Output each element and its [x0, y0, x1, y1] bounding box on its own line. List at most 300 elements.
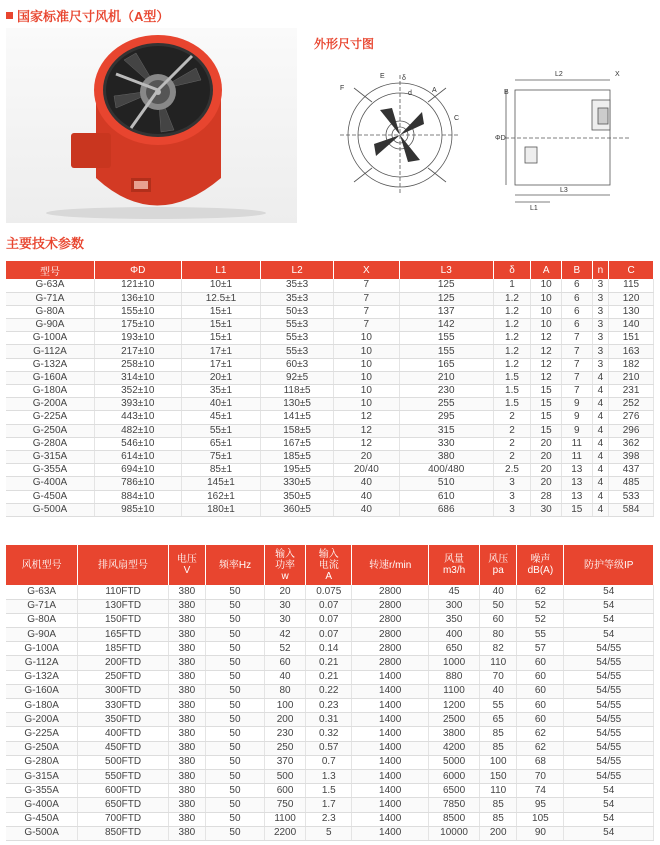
table-cell: 165FTD	[78, 628, 168, 642]
table-cell: 2.5	[493, 464, 531, 477]
table-cell: 50	[206, 798, 265, 812]
table-cell: 485	[609, 477, 654, 490]
table-cell: 2200	[264, 826, 305, 840]
table-row	[6, 599, 654, 613]
table-cell: 380	[168, 656, 205, 670]
table-cell: 50	[206, 769, 265, 783]
table-cell: 1400	[352, 713, 429, 727]
table-cell: 13	[561, 464, 592, 477]
table-cell: 0.57	[306, 741, 352, 755]
table-cell: 30	[264, 613, 305, 627]
table-cell: 52	[517, 613, 564, 627]
table-cell: 50	[206, 727, 265, 741]
table-cell: 0.7	[306, 755, 352, 769]
table-cell: 315	[399, 424, 493, 437]
table-cell: 115	[609, 279, 654, 292]
table-cell: 4	[592, 424, 609, 437]
table-cell: 54	[564, 812, 654, 826]
table-cell: 5000	[429, 755, 480, 769]
table-cell: 1.2	[493, 345, 531, 358]
table-cell: 2	[493, 411, 531, 424]
column-header: δ	[493, 261, 531, 279]
table-row	[6, 490, 654, 503]
column-header: ΦD	[94, 261, 181, 279]
table-cell: 12	[531, 332, 562, 345]
table-cell: 80	[264, 684, 305, 698]
page-title: 国家标准尺寸风机（A型）	[17, 8, 170, 24]
table-cell: 0.14	[306, 642, 352, 656]
table-cell: 130FTD	[78, 599, 168, 613]
table-cell: 450FTD	[78, 741, 168, 755]
table-cell: 2800	[352, 656, 429, 670]
table-cell: 140	[609, 319, 654, 332]
table-cell: 54	[564, 585, 654, 599]
table-cell: 1400	[352, 798, 429, 812]
table-cell: 380	[168, 585, 205, 599]
table-cell: 10	[333, 385, 399, 398]
table-cell: 125	[399, 279, 493, 292]
column-header: 风量 m3/h	[429, 545, 480, 585]
table-cell: 686	[399, 503, 493, 516]
table-cell: 1100	[264, 812, 305, 826]
table-cell: 54	[564, 628, 654, 642]
table-cell: 13	[561, 490, 592, 503]
table-cell: 40	[333, 503, 399, 516]
dim-label-f: F	[340, 85, 345, 92]
table-cell: 4	[592, 385, 609, 398]
spec-section-title: 主要技术参数	[6, 236, 85, 251]
table-cell: 55	[517, 628, 564, 642]
table-cell: 330±5	[261, 477, 334, 490]
table-row	[6, 826, 654, 840]
table-cell: 1400	[352, 699, 429, 713]
table-cell: 100	[480, 755, 517, 769]
table-row	[6, 670, 654, 684]
table-cell: G-355A	[6, 784, 78, 798]
table-row	[6, 585, 654, 599]
column-header: A	[531, 261, 562, 279]
table-cell: 1.2	[493, 332, 531, 345]
table-cell: 380	[168, 599, 205, 613]
table-cell: 9	[561, 424, 592, 437]
table-row	[6, 503, 654, 516]
bullet-square-icon	[6, 12, 13, 19]
table-cell: 15±1	[181, 305, 261, 318]
table-cell: G-450A	[6, 490, 94, 503]
table-cell: 350FTD	[78, 713, 168, 727]
table-cell: 400	[429, 628, 480, 642]
table-cell: 121±10	[94, 279, 181, 292]
table-cell: 380	[168, 826, 205, 840]
table-cell: 120	[609, 292, 654, 305]
table-row	[6, 345, 654, 358]
table-cell: 10	[333, 398, 399, 411]
table-row	[6, 332, 654, 345]
table-cell: 230	[399, 385, 493, 398]
section-header	[6, 6, 169, 24]
table-cell: 2	[493, 424, 531, 437]
table-cell: 7850	[429, 798, 480, 812]
table-cell: 45±1	[181, 411, 261, 424]
table-cell: 155	[399, 345, 493, 358]
table-cell: 10	[333, 371, 399, 384]
table-cell: 380	[168, 684, 205, 698]
table-cell: G-250A	[6, 424, 94, 437]
table-cell: 380	[168, 741, 205, 755]
table-cell: 50	[206, 642, 265, 656]
table-cell: 1.2	[493, 305, 531, 318]
table-cell: 4	[592, 490, 609, 503]
table-cell: 3800	[429, 727, 480, 741]
table-cell: 50	[206, 755, 265, 769]
table-cell: 3	[592, 292, 609, 305]
table-cell: 105	[517, 812, 564, 826]
table-cell: 443±10	[94, 411, 181, 424]
table-cell: 50	[206, 812, 265, 826]
table-cell: G-71A	[6, 292, 94, 305]
table-cell: 200FTD	[78, 656, 168, 670]
table-cell: 482±10	[94, 424, 181, 437]
table-cell: 350±5	[261, 490, 334, 503]
table-cell: 60±3	[261, 358, 334, 371]
table-cell: 4	[592, 411, 609, 424]
column-header: 输入 电流 A	[306, 545, 352, 585]
table-cell: 40±1	[181, 398, 261, 411]
table-cell: 2800	[352, 628, 429, 642]
table-cell: 12	[531, 371, 562, 384]
table-cell: 55±1	[181, 424, 261, 437]
table-cell: 65	[480, 713, 517, 727]
table-cell: 185FTD	[78, 642, 168, 656]
dimension-table	[6, 261, 654, 517]
column-header: X	[333, 261, 399, 279]
table-cell: 350	[429, 613, 480, 627]
table-cell: 50	[206, 741, 265, 755]
table-cell: G-200A	[6, 713, 78, 727]
table-cell: 11	[561, 437, 592, 450]
table-cell: 167±5	[261, 437, 334, 450]
table-cell: 40	[333, 490, 399, 503]
table-cell: G-315A	[6, 769, 78, 783]
table-cell: 380	[168, 755, 205, 769]
table-cell: G-80A	[6, 613, 78, 627]
table-cell: 7	[333, 305, 399, 318]
table-cell: 136±10	[94, 292, 181, 305]
table-cell: 50	[206, 699, 265, 713]
table-cell: 15	[531, 424, 562, 437]
table-cell: 610	[399, 490, 493, 503]
table-cell: G-225A	[6, 727, 78, 741]
table-cell: 60	[517, 713, 564, 727]
table-cell: 40	[264, 670, 305, 684]
table-row	[6, 279, 654, 292]
table-cell: 54/55	[564, 670, 654, 684]
table-cell: 10000	[429, 826, 480, 840]
table-cell: 54/55	[564, 642, 654, 656]
table-row	[6, 292, 654, 305]
table-cell: 0.21	[306, 670, 352, 684]
table-cell: 55	[480, 699, 517, 713]
table-cell: 230	[264, 727, 305, 741]
table-row	[6, 784, 654, 798]
table-cell: G-63A	[6, 585, 78, 599]
table-row	[6, 798, 654, 812]
table-cell: G-112A	[6, 345, 94, 358]
table-cell: 20	[333, 450, 399, 463]
table-cell: 1.2	[493, 292, 531, 305]
dim-label-e: E	[380, 73, 385, 80]
column-header: 频率Hz	[206, 545, 265, 585]
fan-product-image	[6, 28, 297, 223]
table-cell: 50	[206, 670, 265, 684]
table-row	[6, 769, 654, 783]
table-cell: 12	[531, 345, 562, 358]
table-cell: 52	[517, 599, 564, 613]
table-cell: 35±3	[261, 292, 334, 305]
table-row	[6, 398, 654, 411]
table-cell: 3	[592, 305, 609, 318]
column-header: 风机型号	[6, 545, 78, 585]
column-header: 转速r/min	[352, 545, 429, 585]
table-row	[6, 424, 654, 437]
table-cell: 118±5	[261, 385, 334, 398]
table-cell: 380	[168, 613, 205, 627]
table-cell: G-71A	[6, 599, 78, 613]
table-cell: 296	[609, 424, 654, 437]
table-cell: 54/55	[564, 713, 654, 727]
table-cell: 0.23	[306, 699, 352, 713]
table-cell: 11	[561, 450, 592, 463]
table-row	[6, 385, 654, 398]
table-cell: 550FTD	[78, 769, 168, 783]
table-row	[6, 713, 654, 727]
table-cell: 880	[429, 670, 480, 684]
table-cell: 54	[564, 613, 654, 627]
table-cell: 398	[609, 450, 654, 463]
table-cell: 252	[609, 398, 654, 411]
table-cell: 162±1	[181, 490, 261, 503]
table-cell: 1000	[429, 656, 480, 670]
column-header: 风压 pa	[480, 545, 517, 585]
table-cell: 50	[206, 628, 265, 642]
table-cell: 3	[592, 358, 609, 371]
table-cell: 150FTD	[78, 613, 168, 627]
table-cell: 4	[592, 477, 609, 490]
table-cell: 217±10	[94, 345, 181, 358]
table-cell: G-280A	[6, 755, 78, 769]
table-cell: 1400	[352, 784, 429, 798]
table-cell: 10	[531, 292, 562, 305]
table-cell: 60	[517, 670, 564, 684]
table-cell: G-200A	[6, 398, 94, 411]
table-cell: 75±1	[181, 450, 261, 463]
table-cell: 110FTD	[78, 585, 168, 599]
table-cell: 10	[333, 332, 399, 345]
table-cell: 50	[480, 599, 517, 613]
column-header: 排风扇型号	[78, 545, 168, 585]
table-cell: 6	[561, 305, 592, 318]
table-cell: 20±1	[181, 371, 261, 384]
table-cell: G-100A	[6, 332, 94, 345]
table-cell: 70	[517, 769, 564, 783]
table-cell: 380	[168, 642, 205, 656]
table-cell: 6	[561, 292, 592, 305]
table-cell: 1400	[352, 670, 429, 684]
table-cell: 0.075	[306, 585, 352, 599]
table-cell: 2800	[352, 599, 429, 613]
table-cell: 50±3	[261, 305, 334, 318]
table-cell: 85±1	[181, 464, 261, 477]
table-cell: 255	[399, 398, 493, 411]
table-row	[6, 450, 654, 463]
table-cell: 50	[206, 599, 265, 613]
table-row	[6, 305, 654, 318]
table-cell: 17±1	[181, 345, 261, 358]
table-cell: 250FTD	[78, 670, 168, 684]
table-cell: 50	[206, 784, 265, 798]
table-cell: 6500	[429, 784, 480, 798]
dim-label-d: d	[408, 90, 412, 97]
table-cell: 210	[609, 371, 654, 384]
dim-label-l2: L2	[555, 71, 563, 78]
column-header: L2	[261, 261, 334, 279]
table-cell: 210	[399, 371, 493, 384]
table-cell: 500	[264, 769, 305, 783]
table-cell: 40	[333, 477, 399, 490]
table-cell: 7	[561, 371, 592, 384]
table-cell: 60	[480, 613, 517, 627]
table-cell: 1.5	[493, 385, 531, 398]
table-cell: 7	[561, 345, 592, 358]
table-cell: G-400A	[6, 477, 94, 490]
table-cell: 50	[206, 684, 265, 698]
table-cell: 54/55	[564, 684, 654, 698]
table-cell: 2	[493, 450, 531, 463]
table-cell: 352±10	[94, 385, 181, 398]
table-cell: 15	[531, 398, 562, 411]
table-row	[6, 371, 654, 384]
table-row	[6, 628, 654, 642]
table-cell: 54	[564, 599, 654, 613]
table-row	[6, 699, 654, 713]
table-cell: 500FTD	[78, 755, 168, 769]
table-cell: 546±10	[94, 437, 181, 450]
table-cell: 60	[517, 656, 564, 670]
table-cell: 231	[609, 385, 654, 398]
table-cell: 7	[561, 385, 592, 398]
table-cell: 195±5	[261, 464, 334, 477]
table-cell: 20	[531, 464, 562, 477]
table-cell: G-90A	[6, 628, 78, 642]
table-cell: G-355A	[6, 464, 94, 477]
table-cell: 8500	[429, 812, 480, 826]
table-cell: 7	[333, 292, 399, 305]
table-cell: 985±10	[94, 503, 181, 516]
table-cell: 295	[399, 411, 493, 424]
table-row	[6, 684, 654, 698]
table-row	[6, 727, 654, 741]
table-cell: G-450A	[6, 812, 78, 826]
column-header: 噪声 dB(A)	[517, 545, 564, 585]
table-cell: 0.07	[306, 628, 352, 642]
table-cell: 15±1	[181, 319, 261, 332]
table-cell: 380	[168, 713, 205, 727]
table-cell: 1400	[352, 826, 429, 840]
table-cell: 850FTD	[78, 826, 168, 840]
table-cell: 1.5	[493, 371, 531, 384]
table-cell: 1200	[429, 699, 480, 713]
table-cell: 4	[592, 464, 609, 477]
table-cell: 300	[429, 599, 480, 613]
table-cell: 6	[561, 279, 592, 292]
table-cell: 45	[429, 585, 480, 599]
table-cell: 750	[264, 798, 305, 812]
dim-label-delta: δ	[402, 75, 406, 82]
table-cell: 1.2	[493, 358, 531, 371]
table-cell: 4200	[429, 741, 480, 755]
table-cell: 650FTD	[78, 798, 168, 812]
table-cell: 54/55	[564, 656, 654, 670]
table-cell: 0.21	[306, 656, 352, 670]
table-cell: 600	[264, 784, 305, 798]
table-cell: 3	[592, 345, 609, 358]
table-cell: 250	[264, 741, 305, 755]
table-cell: 400/480	[399, 464, 493, 477]
table-cell: 0.32	[306, 727, 352, 741]
table-cell: 15	[561, 503, 592, 516]
table-cell: 150	[480, 769, 517, 783]
table-row	[6, 358, 654, 371]
table-cell: 82	[480, 642, 517, 656]
table-row	[6, 477, 654, 490]
table-cell: 2800	[352, 613, 429, 627]
table-cell: 330FTD	[78, 699, 168, 713]
table-cell: 175±10	[94, 319, 181, 332]
table-cell: 62	[517, 585, 564, 599]
table-cell: 50	[206, 713, 265, 727]
performance-table	[6, 545, 654, 841]
table-cell: 163	[609, 345, 654, 358]
table-cell: 400FTD	[78, 727, 168, 741]
table-cell: 5	[306, 826, 352, 840]
table-cell: 74	[517, 784, 564, 798]
table-cell: 30	[531, 503, 562, 516]
table-cell: 1.5	[493, 398, 531, 411]
table-cell: 2800	[352, 642, 429, 656]
table-cell: 55±3	[261, 332, 334, 345]
table-cell: 50	[206, 826, 265, 840]
table-cell: G-80A	[6, 305, 94, 318]
table-cell: 7	[561, 332, 592, 345]
table-cell: 92±5	[261, 371, 334, 384]
table-cell: 614±10	[94, 450, 181, 463]
table-cell: 20/40	[333, 464, 399, 477]
table-cell: 15	[531, 411, 562, 424]
column-header: 电压 V	[168, 545, 205, 585]
table-cell: 2.3	[306, 812, 352, 826]
table-row	[6, 656, 654, 670]
table-cell: 200	[264, 713, 305, 727]
table-cell: 12	[333, 424, 399, 437]
table-cell: 4	[592, 437, 609, 450]
table-cell: 380	[168, 670, 205, 684]
table-cell: 694±10	[94, 464, 181, 477]
table-cell: 6	[561, 319, 592, 332]
table-cell: 3	[493, 477, 531, 490]
dim-label-b: B	[504, 89, 509, 96]
table-cell: 0.07	[306, 599, 352, 613]
table-cell: 17±1	[181, 358, 261, 371]
